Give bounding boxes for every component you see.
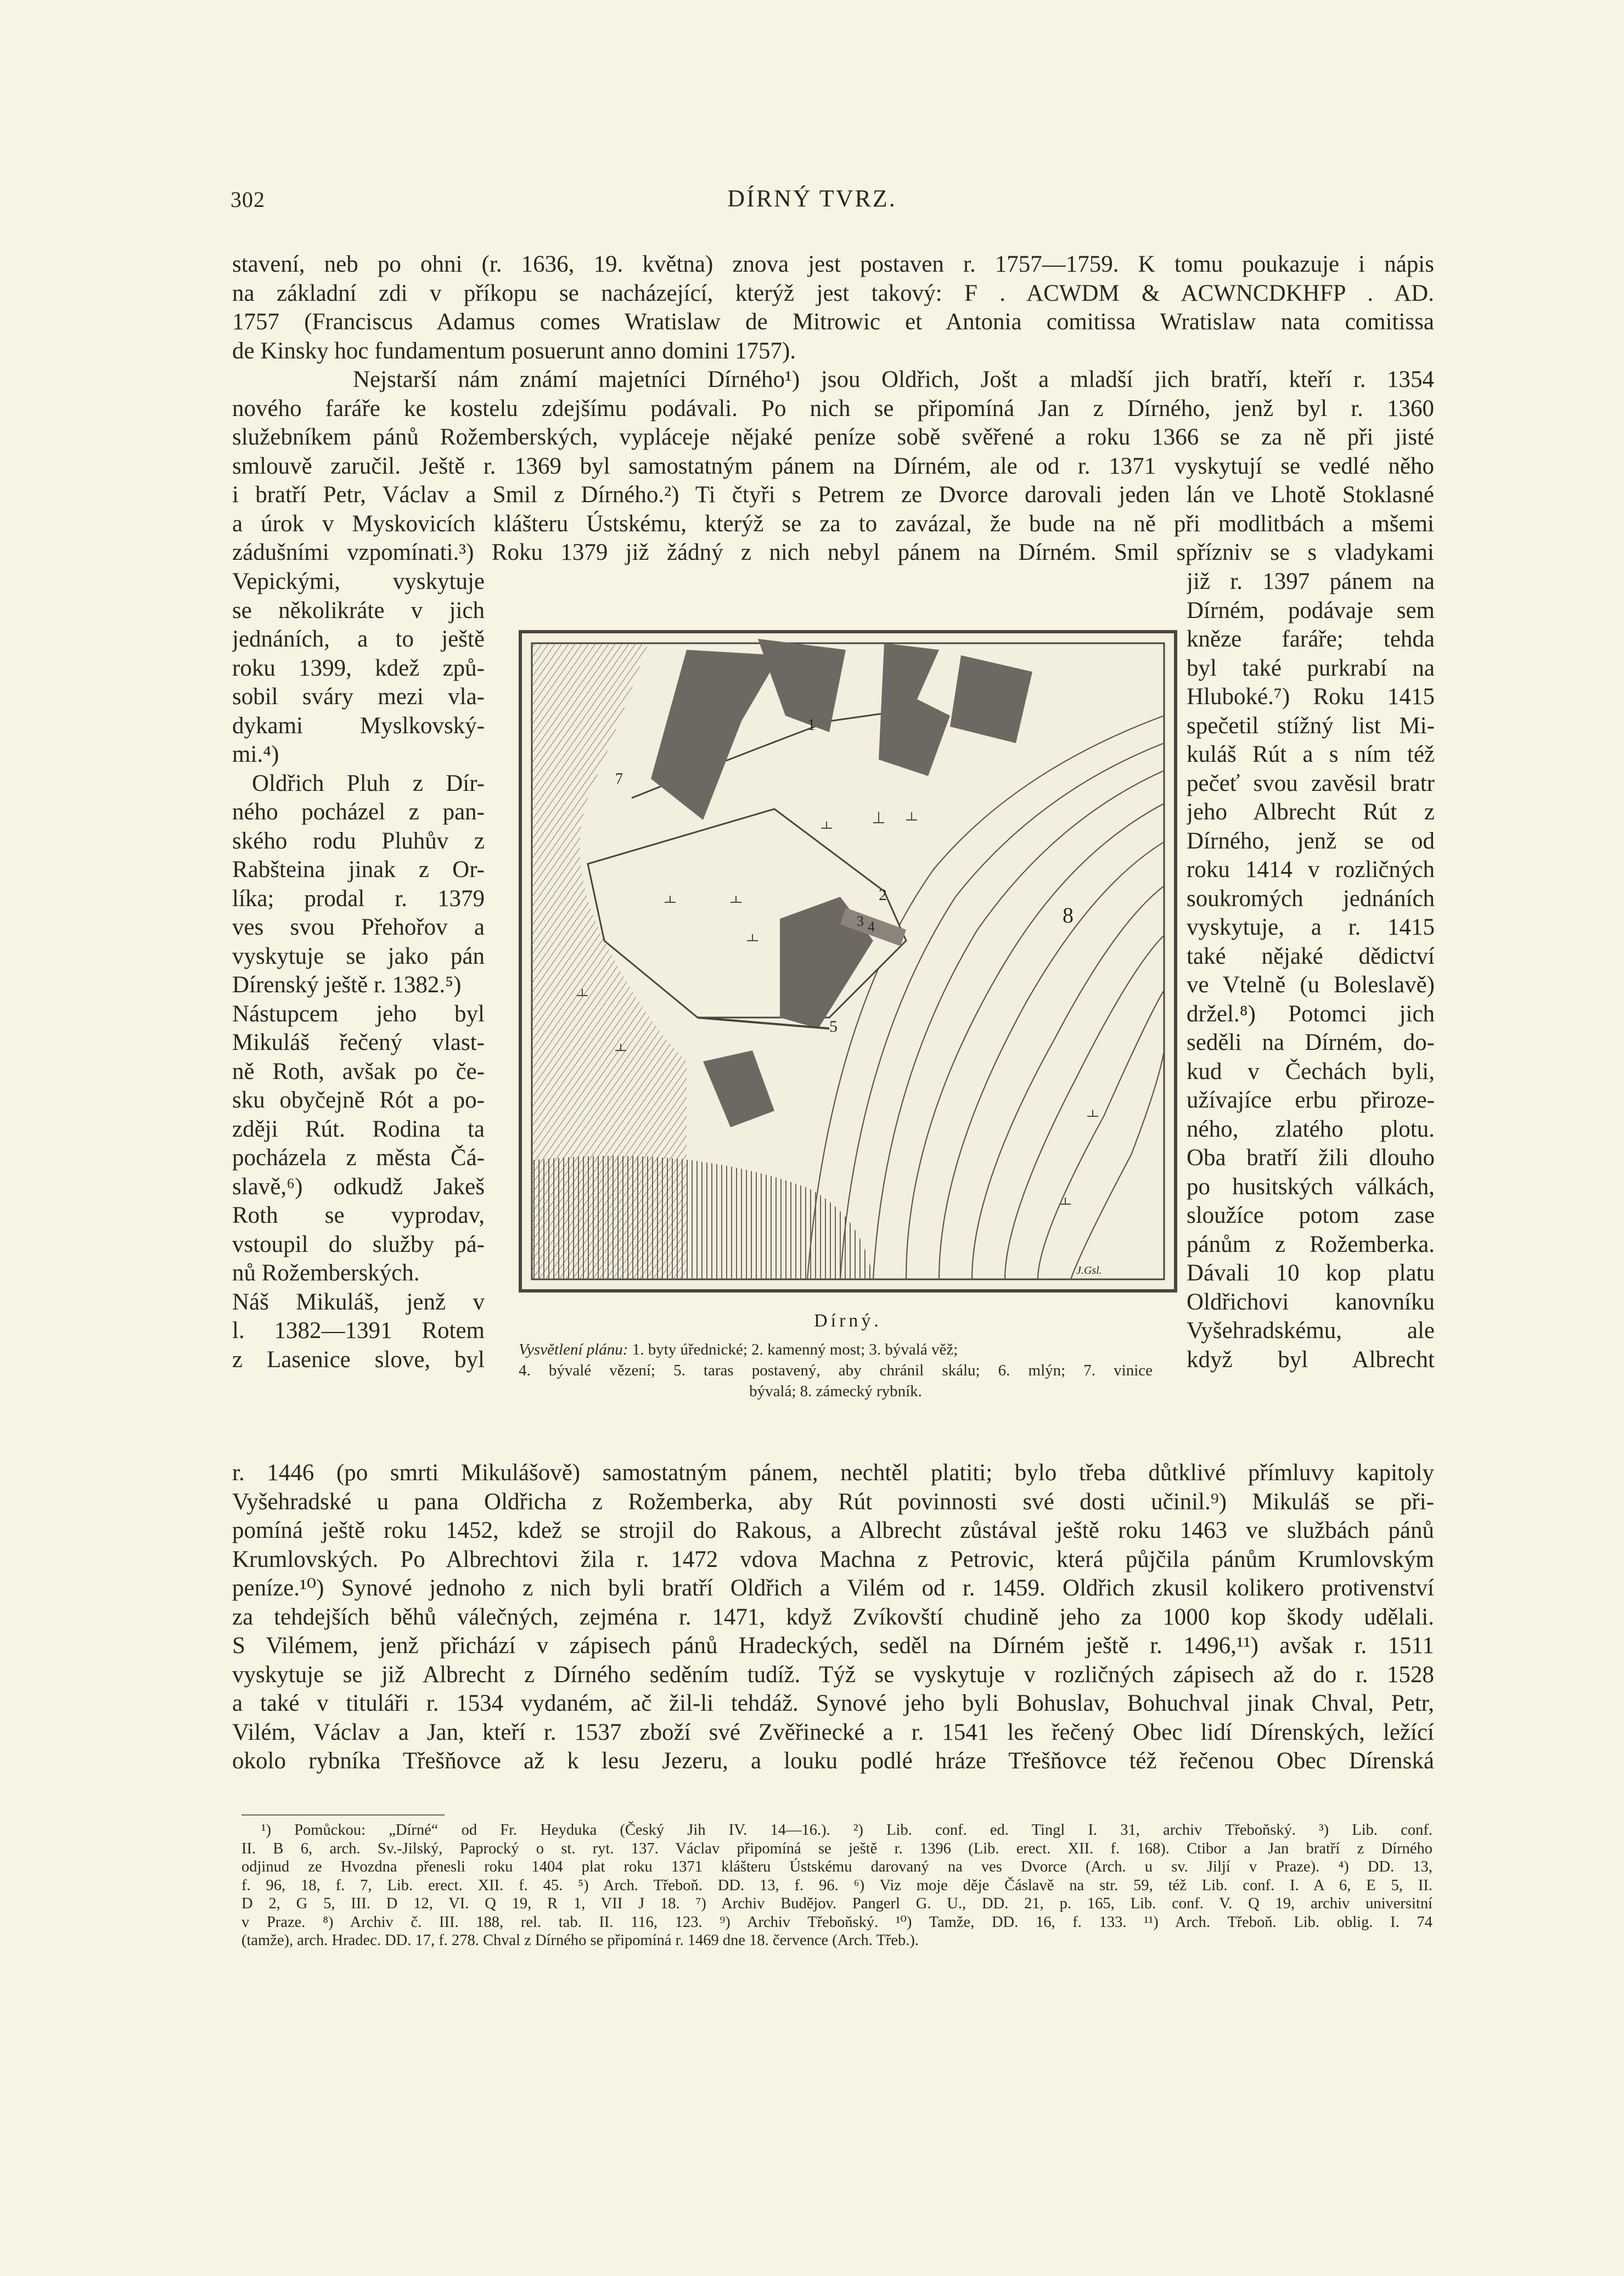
plan-label-4: 4 [868,919,875,935]
plan-label-2: 2 [879,886,887,904]
text-line: de Kinsky hoc fundamentum posuerunt anno domini 1757). [232,338,796,364]
plan-label-3: 3 [857,913,864,929]
text-line: vyskytuje se již Albrecht z Dírného seděním tudíž. Týž se vyskytuje v rozličných zápisech až do r. 1528 [232,1661,1434,1688]
text-line: a úrok v Myskovicích klášteru Ústskému, kterýž se za to zavázal, že bude na ně při modlitbách a mšemi [232,510,1434,537]
text-line: r. 1446 (po smrti Mikulášově) samostatným pánem, nechtěl platiti; bylo třeba důtklivé přímluvy kapitoly [232,1460,1434,1486]
left-column-line: z Lasenice slove, byl [232,1346,485,1373]
right-column-line: kuláš Rút a s ním též [1187,741,1435,767]
left-column-line: Oldřich Pluh z Dír- [252,770,485,796]
left-column-line: roku 1399, kdež způ- [232,655,485,681]
right-column-line: pánům z Rožemberka. [1187,1231,1435,1257]
right-column-line: Vyšehradskému, ale [1187,1318,1435,1344]
footnote-line: D 2, G 5, III. D 12, VI. Q 19, R 1, VII J 18. ⁷) Archiv Budějov. Pangerl G. U., DD. 21, p. 165, Lib. conf. V. Q 19, archiv universitní [241,1895,1432,1912]
right-column-line: soukromých jednáních [1187,885,1435,912]
left-column-line: líka; prodal r. 1379 [232,885,485,912]
left-column-line: ného pocházel z pan- [232,799,485,825]
right-column-line: kněze faráře; tehda [1187,626,1435,652]
text-line: smlouvě zaručil. Ještě r. 1369 byl samostatným pánem na Dírném, ale od r. 1371 vyskytují se vedlé něho [232,453,1434,479]
text-line: pomíná ještě roku 1452, kdež se strojil do Rakous, a Albrecht zůstával ještě roku 1463 ve službách pánů [232,1518,1434,1543]
text-line: Nejstarší nám známí majetníci Dírného¹) jsou Oldřich, Jošt a mladší jich bratří, kteří r. 1354 [353,367,1434,392]
left-column-line: se několikráte v jich [232,597,485,623]
left-column-line: mi.⁴) [232,741,279,767]
right-column-line: ve Vtelně (u Boleslavě) [1187,972,1435,998]
plan-label-7: 7 [615,771,623,788]
left-column-line: jednáních, a to ještě [232,626,485,652]
right-column-line: užívajíce erbu přiroze- [1187,1087,1435,1113]
footnote-line: ¹) Pomůckou: „Dírné“ od Fr. Heyduka (Český Jih IV. 14—16.). ²) Lib. conf. ed. Tingl I. 31, archiv Třeboňský. ³) Lib. conf. [261,1822,1432,1839]
right-column-line: Oldřichovi kanovníku [1187,1289,1435,1315]
right-column-line: sloužíce potom zase [1187,1202,1435,1228]
footnote-line: f. 96, 18, f. 7, Lib. erect. XII. f. 45. ⁵) Arch. Třeboň. DD. 13, f. 96. ⁶) Viz moje děje Čáslavě na str. 59, též Lib. conf. I. A 6, E 5, II. [241,1876,1432,1894]
left-column-line: ves svou Přehořov a [232,914,485,940]
text-line: a také v tituláři r. 1534 vydaném, ač žil-li tehdáž. Synové jeho byli Bohuslav, Bohuchval jinak Chval, Petr, [232,1690,1434,1716]
left-column-line: pocházela z města Čá- [232,1145,485,1171]
text-line: peníze.¹⁰) Synové jednoho z nich byli bratří Oldřich a Vilém od r. 1459. Oldřich zkusil kolikero protivenství [232,1575,1434,1601]
caption-line: bývalá; 8. zámecký rybník. [749,1383,922,1400]
footnote-line: v Praze. ⁸) Archiv č. III. 188, rel. tab. II. 116, 123. ⁹) Archiv Třeboňský. ¹⁰) Tamže, DD. 16, f. 133. ¹¹) Arch. Třeboň. Lib. oblig. I. 74 [241,1913,1432,1931]
text-line: na základní zdi v příkopu se nacházející, kterýž jest takový: F . ACWDM & ACWNCDKHFP . AD. [232,280,1434,306]
footnotes [241,1821,1432,1950]
left-column-line: Roth se vyprodav, [232,1202,485,1228]
right-column-line: byl také purkrabí na [1187,655,1435,681]
right-column-line: Dávali 10 kop platu [1187,1260,1435,1286]
right-column-line: držel.⁸) Potomci jich [1187,1001,1435,1027]
figure-caption [519,1339,1153,1402]
text-line: 1757 (Franciscus Adamus comes Wratislaw de Mitrowic et Antonia comitissa Wratislaw nata comitissa [232,309,1434,335]
footnote-line: odjinud ze Hvozdna přenesli roku 1404 plat roku 1371 klášteru Ústskému darovaný na ves Dvorce (Arch. u sv. Jiljí v Praze). ⁴) DD. 13, [241,1858,1432,1875]
top-text-block [232,250,1434,567]
right-column [1187,567,1435,1374]
left-column-line: zději Rút. Rodina ta [232,1116,485,1142]
right-column-line: roku 1414 v rozličných [1187,857,1435,883]
right-column-line: také nějaké dědictví [1187,943,1435,969]
text-line: S Vilémem, jenž přichází v zápisech pánů Hradeckých, seděl na Dírném ještě r. 1496,¹¹) avšak r. 1511 [232,1633,1434,1659]
right-column-line: Dírného, jenž se od [1187,828,1435,854]
plan-label-5: 5 [829,1018,838,1036]
right-column-line: po husitských válkách, [1187,1173,1435,1200]
text-line: Vyšehradské u pana Oldřicha z Rožemberka, aby Rút povinnosti své dosti učinil.⁹) Mikuláš se při- [232,1488,1434,1515]
caption-line: 1. byty úřednické; 2. kamenný most; 3. bývalá věž; [632,1341,958,1358]
left-column-line: Mikuláš řečený vlast- [232,1030,485,1055]
left-column-line: nů Rožemberských. [232,1260,420,1286]
text-line: nového faráře ke kostelu zdejšímu podávali. Po nich se připomíná Jan z Dírného, jenž byl r. 1360 [232,395,1434,422]
text-line: Krumlovských. Po Albrechtovi žila r. 1472 vdova Machna z Petrovic, která půjčila pánům Krumlovským [232,1546,1434,1572]
left-column-line: Náš Mikuláš, jenž v [232,1289,485,1315]
right-column-line: ného, zlatého plotu. [1187,1116,1435,1142]
text-line: i bratří Petr, Václav a Smil z Dírného.²) Ti čtyři s Petrem ze Dvorce darovali jeden lán ve Lhotě Stoklasné [232,482,1434,508]
right-column-line: vyskytuje, a r. 1415 [1187,914,1435,940]
plan-signature: J.Gsl. [1076,1265,1102,1277]
figure-title: Dírný. [814,1311,882,1331]
footnote-line: (tamže), arch. Hradec. DD. 17, f. 278. Chval z Dírného se připomíná r. 1469 dne 18. července (Arch. Třeb.). [241,1932,919,1949]
caption-line: 4. bývalé vězení; 5. taras postavený, aby chránil skálu; 6. mlýn; 7. vinice [519,1362,1153,1379]
right-column-line: pečeť svou zavěsil bratr [1187,770,1435,796]
text-line: služebníkem pánů Rožemberských, vypláceje nějaké peníze sobě svěřené a roku 1366 se za ně při jisté [232,424,1434,450]
right-column-line: jeho Albrecht Rút z [1187,799,1435,825]
caption-label: Vysvětlení plánu: [519,1341,628,1358]
left-column-line: ského rodu Pluhův z [232,828,485,854]
text-line: Vilém, Václav a Jan, kteří r. 1537 zboží své Zvěřinecké a r. 1541 les řečený Obec lidí Dírenských, ležící [232,1719,1434,1745]
left-column-line: sobil sváry mezi vla- [232,684,485,710]
castle-plan-drawing [522,633,1174,1289]
right-column-line: když byl Albrecht [1187,1346,1435,1373]
text-line: zádušními vzpomínati.³) Roku 1379 již žádný z nich nebyl pánem na Dírném. Smil spřízniv se s vladykami [232,540,1434,565]
right-column-line: kud v Čechách byli, [1187,1058,1435,1084]
left-column-line: l. 1382—1391 Rotem [232,1318,485,1344]
left-column-line: Rabšteina jinak z Or- [232,857,485,883]
plan-label-1: 1 [807,716,816,734]
right-column-line: Dírném, podávaje sem [1187,597,1435,623]
right-column-line: seděli na Dírném, do- [1187,1030,1435,1055]
left-column-line: Nástupcem jeho byl [232,1001,485,1027]
left-column-line: vstoupil do služby pá- [232,1231,485,1257]
plan-label-8: 8 [1063,903,1074,928]
left-column-line: slavě,⁶) odkudž Jakeš [232,1173,485,1200]
bottom-text-block [232,1459,1434,1776]
left-column-line: vyskytuje se jako pán [232,943,485,969]
text-line: okolo rybníka Třešňovce až k lesu Jezeru, a louku podlé hráze Třešňovce též řečenou Obec Dírenská [232,1748,1434,1774]
text-line: stavení, neb po ohni (r. 1636, 19. května) znova jest postaven r. 1757—1759. K tomu poukazuje i nápis [232,251,1434,277]
right-column-line: Oba bratří žili dlouho [1187,1145,1435,1171]
castle-plan-figure [519,630,1177,1292]
text-line: za tehdejších běhů válečných, zejména r. 1471, když Zvíkovští chudině jeho za 1000 kop škody udělali. [232,1604,1434,1630]
left-column-line: ně Roth, avšak po če- [232,1058,485,1084]
left-column [232,567,485,1374]
footnote-divider [241,1814,445,1816]
right-column-line: Hluboké.⁷) Roku 1415 [1187,684,1435,710]
left-column-line: Dírenský ještě r. 1382.⁵) [232,972,462,998]
right-column-line: již r. 1397 pánem na [1187,569,1435,594]
right-column-line: spečetil stížný list Mi- [1187,712,1435,739]
left-column-line: Vepickými, vyskytuje [232,569,485,594]
left-column-line: dykami Myslkovský- [232,712,485,739]
left-column-line: sku obyčejně Rót a po- [232,1087,485,1113]
running-title: DÍRNÝ TVRZ. [727,185,897,212]
page-number: 302 [231,187,265,212]
footnote-line: II. B 6, arch. Sv.-Jilský, Paprocký o st. ryt. 137. Václav připomíná se ještě r. 1396 (Lib. erect. XII. f. 168). Ctibor a Jan bratří z Dírného [241,1840,1432,1857]
